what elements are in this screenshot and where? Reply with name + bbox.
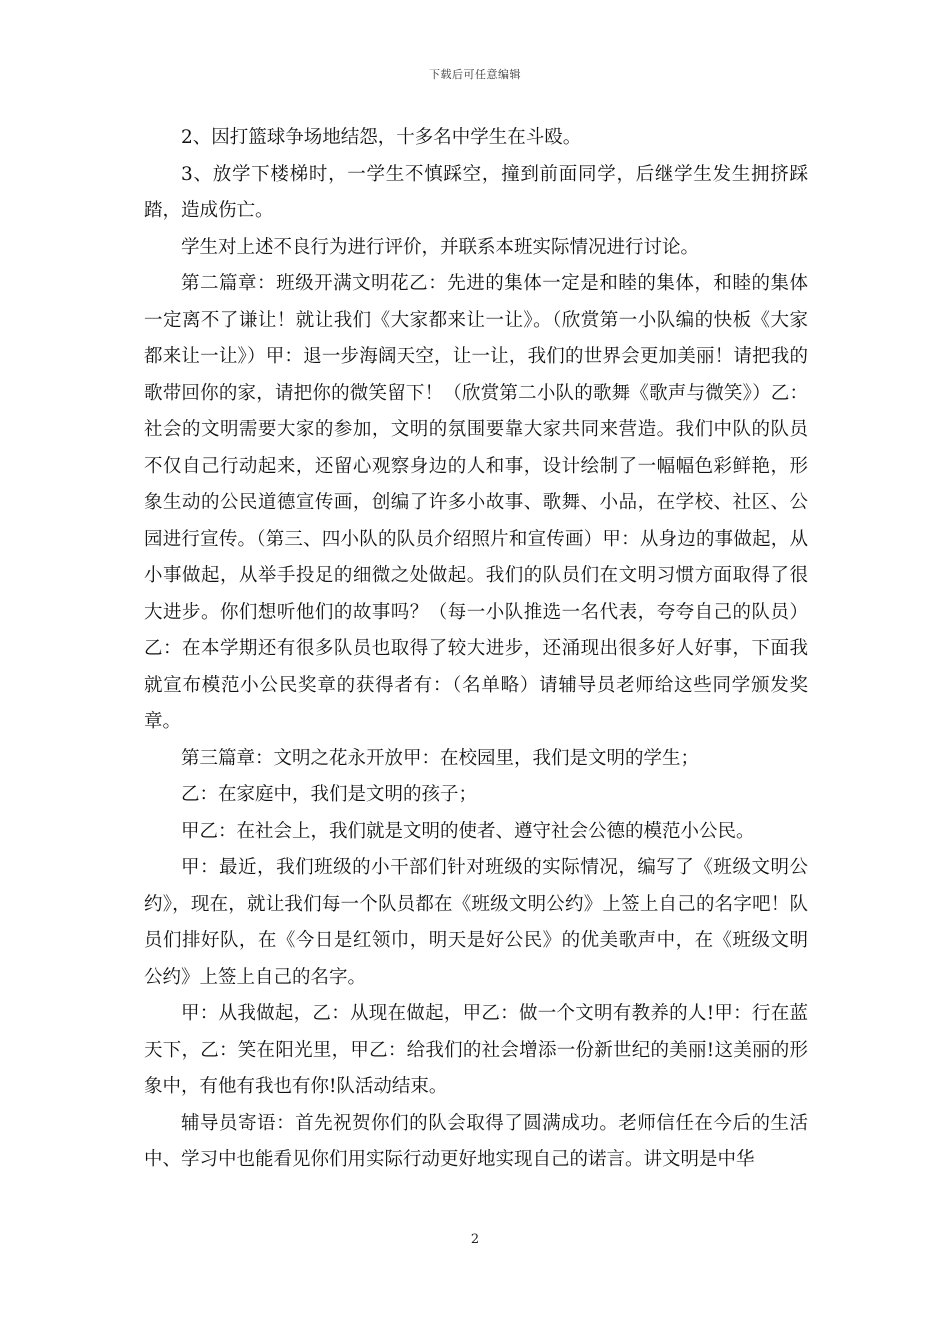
paragraph: 甲乙：在社会上，我们就是文明的使者、遵守社会公德的模范小公民。 xyxy=(181,820,755,842)
paragraph: 甲：从我做起，乙：从现在做起，甲乙：做一个文明有教养的人!甲：行在蓝天下，乙：笑在阳光里，甲乙：给我们的社会增添一份新世纪的美丽!这美丽的形象中，有他有我也有你!队活动结束。 xyxy=(144,1003,808,1097)
paragraph: 辅导员寄语：首先祝贺你们的队会取得了圆满成功。老师信任在今后的生活中、学习中也能看见你们用实际行动更好地实现自己的诺言。讲文明是中华 xyxy=(144,1112,808,1170)
paragraph: 3、放学下楼梯时，一学生不慎踩空，撞到前面同学，后继学生发生拥挤踩踏，造成伤亡。 xyxy=(144,163,808,221)
paragraph: 2、因打篮球争场地结怨，十多名中学生在斗殴。 xyxy=(181,127,582,148)
document-body xyxy=(144,120,808,1179)
paragraph: 学生对上述不良行为进行评价，并联系本班实际情况进行讨论。 xyxy=(181,236,700,258)
page-header: 下载后可任意编辑 xyxy=(429,68,521,81)
paragraph: 甲：最近，我们班级的小干部们针对班级的实际情况，编写了《班级文明公约》，现在，就让我们每一个队员都在《班级文明公约》上签上自己的名字吧！队员们排好队，在《今日是红领巾，明天是好公民》的优美歌声中，在《班级文明公约》上签上自己的名字。 xyxy=(144,857,808,988)
page-number: 2 xyxy=(470,1232,480,1247)
paragraph: 第二篇章：班级开满文明花乙：先进的集体一定是和睦的集体，和睦的集体一定离不了谦让！就让我们《大家都来让一让》。（欣赏第一小队编的快板《大家都来让一让》）甲：退一步海阔天空，让一让，我们的世界会更加美丽！请把我的歌带回你的家，请把你的微笑留下！（欣赏第二小队的歌舞《歌声与微笑》）乙：社会的文明需要大家的参加，文明的氛围要靠大家共同来营造。我们中队的队员不仅自己行动起来，还留心观察身边的人和事，设计绘制了一幅幅色彩鲜艳，形象生动的公民道德宣传画，创编了许多小故事、歌舞、小品，在学校、社区、公园进行宣传。（第三、四小队的队员介绍照片和宣传画）甲：从身边的事做起，从小事做起，从举手投足的细微之处做起。我们的队员们在文明习惯方面取得了很大进步。你们想听他们的故事吗？（每一小队推选一名代表，夸夸自己的队员）乙：在本学期还有很多队员也取得了较大进步，还涌现出很多好人好事，下面我就宣布模范小公民奖章的获得者有：（名单略）请辅导员老师给这些同学颁发奖章。 xyxy=(144,273,808,732)
paragraph: 第三篇章：文明之花永开放甲：在校园里，我们是文明的学生； xyxy=(181,747,700,769)
paragraph: 乙：在家庭中，我们是文明的孩子； xyxy=(181,784,478,805)
